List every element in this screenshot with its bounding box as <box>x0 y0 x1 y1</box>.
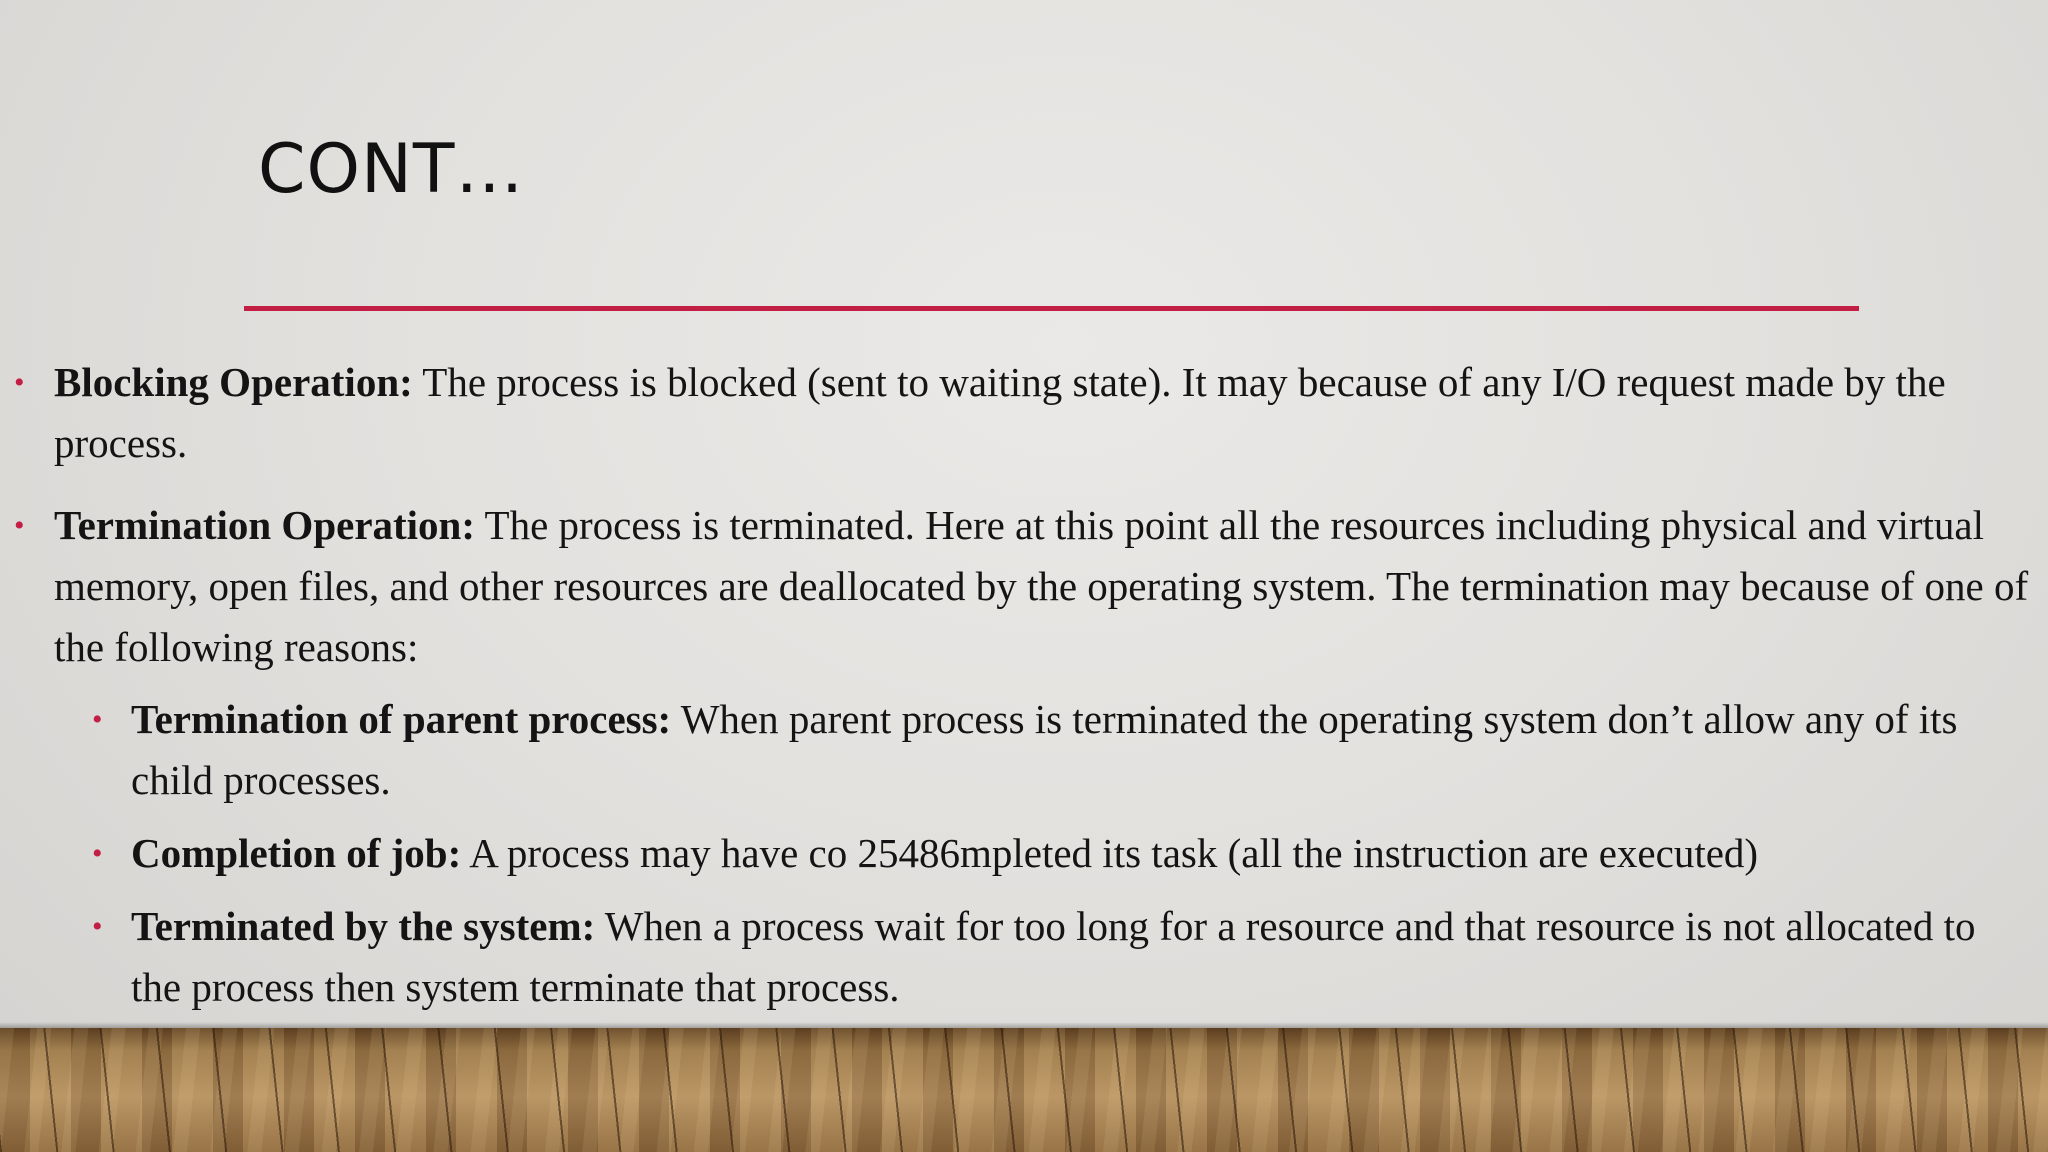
wood-floor-background <box>0 1028 2048 1152</box>
sub-bullet-completion-of-job <box>0 823 2026 884</box>
bullet-dot-icon: • <box>92 837 103 870</box>
title-divider <box>244 306 1859 311</box>
bullet-term: Blocking Operation: <box>54 359 413 405</box>
bullet-blocking-operation <box>0 352 2034 474</box>
bullet-text: The process is blocked (sent to waiting state). It may because of any I/O request made by the process. <box>54 359 1946 466</box>
slide-title: CONT… <box>258 130 525 209</box>
sub-bullet-terminated-by-system <box>0 896 2026 1018</box>
slide-content <box>0 352 2048 1018</box>
sub-bullet-text: When parent process is terminated the operating system don’t allow any of its child processes. <box>131 696 1958 803</box>
sub-bullet-term: Completion of job: <box>131 830 462 876</box>
bullet-text: The process is terminated. Here at this point all the resources including physical and virtual memory, open files, and other resources are deallocated by the operating system. The termination may because of one of the following reasons: <box>54 502 2029 670</box>
bullet-dot-icon: • <box>92 703 103 736</box>
sub-bullet-text: When a process wait for too long for a resource and that resource is not allocated to the process then system terminate that process. <box>131 903 1976 1010</box>
bullet-dot-icon: • <box>14 509 25 542</box>
bullet-dot-icon: • <box>14 366 25 399</box>
sub-bullet-term: Terminated by the system: <box>131 903 596 949</box>
bullet-term: Termination Operation: <box>54 502 476 548</box>
sub-bullet-text: A process may have co 25486mpleted its task (all the instruction are executed) <box>461 830 1759 876</box>
bullet-dot-icon: • <box>92 910 103 943</box>
sub-bullet-term: Termination of parent process: <box>131 696 672 742</box>
bullet-termination-operation <box>0 495 2034 678</box>
sub-bullet-termination-of-parent <box>0 689 2026 811</box>
